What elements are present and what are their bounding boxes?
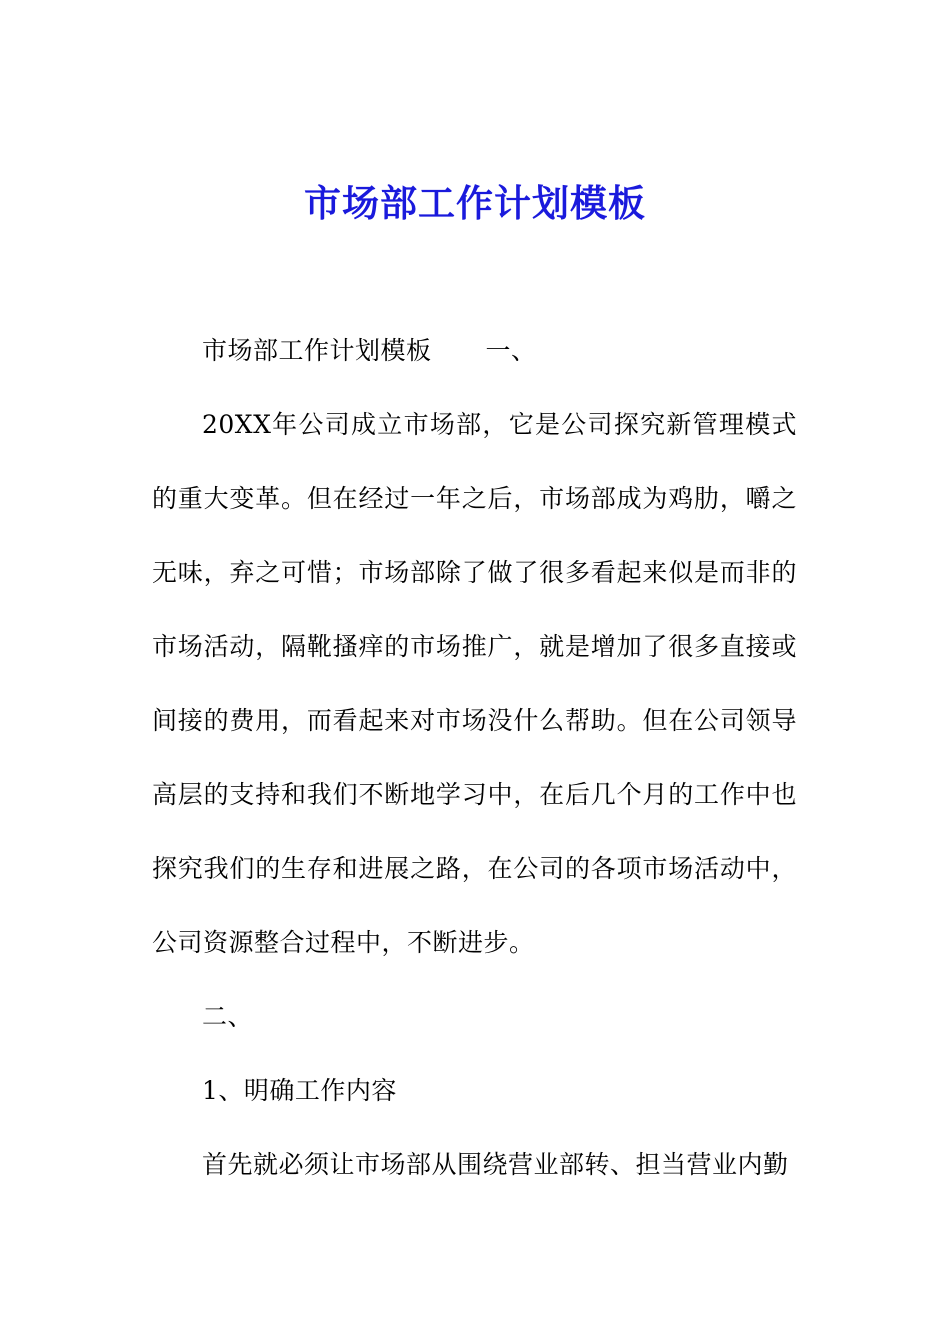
paragraph-body: 首先就必须让市场部从围绕营业部转、担当营业内勤 bbox=[202, 1150, 789, 1179]
paragraph-heading-one bbox=[152, 314, 797, 388]
paragraph-intro: 20XX年公司成立市场部，它是公司探究新管理模式的重大变革。但在经过一年之后，市场部成为鸡肋，嚼之无味，弃之可惜；市场部除了做了很多看起来似是而非的市场活动，隔靴搔痒的市场推广，就是增加了很多直接或间接的费用，而看起来对市场没什么帮助。但在公司领导高层的支持和我们不断地学习中，在后几个月的工作中也探究我们的生存和进展之路，在公司的各项市场活动中，公司资源整合过程中，不断进步。 bbox=[152, 410, 797, 957]
document-body bbox=[152, 314, 797, 1202]
document-title: 市场部工作计划模板 bbox=[304, 181, 646, 225]
section-heading-two: 二、 bbox=[202, 1002, 254, 1031]
paragraph-lead-text: 市场部工作计划模板 bbox=[202, 336, 432, 365]
subsection-heading: 1、明确工作内容 bbox=[202, 1076, 397, 1105]
section-number-one: 一、 bbox=[485, 336, 537, 365]
